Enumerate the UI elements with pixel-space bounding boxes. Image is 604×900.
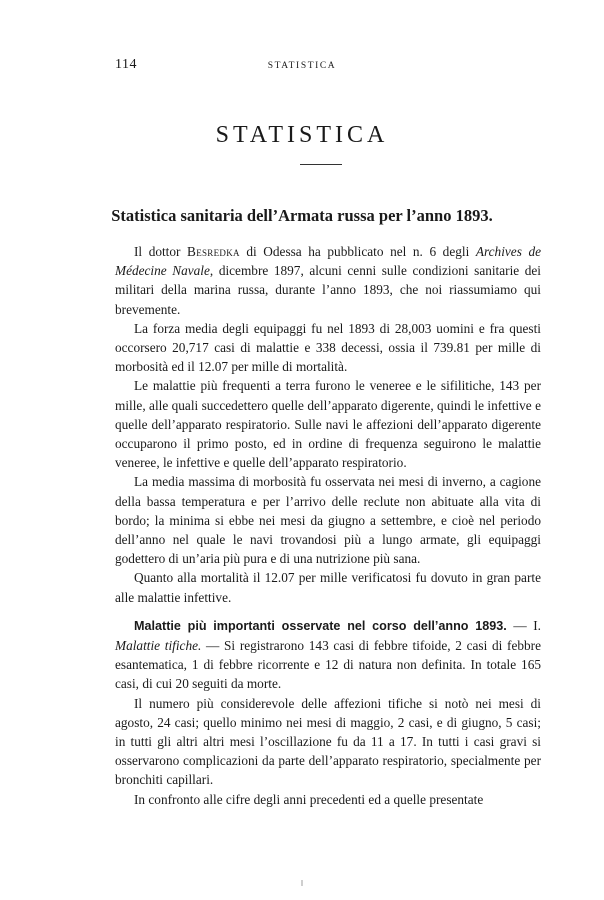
author-name: Besredka bbox=[187, 244, 240, 259]
paragraph bbox=[115, 616, 541, 694]
paragraph bbox=[115, 242, 541, 319]
paragraph-text: — I. bbox=[506, 617, 541, 633]
paragraph-text: — Si registrarono 143 casi di febbre tifoide, 2 casi di febbre esantematica, 1 di febbre ricorrente e 12 di natura non definita. In totale 165 casi, di cui 20 seguiti da morte. bbox=[115, 638, 541, 692]
paragraph-text: Il dottor bbox=[134, 244, 188, 259]
paragraph: In confronto alle cifre degli anni precedenti ed a quelle presentate bbox=[134, 791, 484, 807]
subsection-subtitle: Malattie tifiche. bbox=[115, 638, 202, 654]
paragraph-text: di Odessa ha pubblicato nel n. 6 degli bbox=[239, 244, 476, 259]
article-body bbox=[115, 242, 541, 809]
journal-title: Archives de Médecine Navale bbox=[115, 244, 541, 279]
section-title: STATISTICA bbox=[215, 122, 389, 148]
paragraph: Le malattie più frequenti a terra furono le veneree e le sifilitiche, 143 per mille, alle quali succedettero quelle dell’apparato digerente, quindi le infettive e quelle dell’apparato respiratorio. Sulle navi le affezioni dell’apparato digerente occuparono il primo posto, ed in ordine di frequenza seguirono le malattie veneree, le infettive e quelle dell’apparato respiratorio. bbox=[115, 378, 541, 471]
paragraph: La media massima di morbosità fu osservata nei mesi di inverno, a cagione della bassa temperatura e per l’arrivo delle reclute non abituate alla vita di bordo; la minima si ebbe nei mesi da giugno a settembre, e cioè nel periodo dell’anno nel quale le navi trovandosi più a lungo armate, gli equipaggi godettero di un’aria più pura e di una nutrizione più sana. bbox=[115, 474, 541, 567]
running-head: STATISTICA bbox=[267, 61, 337, 71]
paragraph: La forza media degli equipaggi fu nel 1893 di 28,003 uomini e fra questi occorsero 20,717 casi di malattie e 338 decessi, ossia il 739.81 per mille di morbosità ed il 12.07 per mille di mortalità. bbox=[115, 320, 541, 375]
page-number: 114 bbox=[115, 57, 137, 72]
paragraph: Il numero più considerevole delle affezioni tifiche si notò nei mesi di agosto, 24 casi; quello minimo nei mesi di maggio, 2 casi, e di giugno, 5 casi; in tutti gli altri altri mesi l’oscillazione fu da 11 a 17. In tutti i casi gravi si osservarono complicazioni da parte dell’apparato respiratorio, specialmente per bronchiti capillari. bbox=[115, 695, 541, 788]
title-divider bbox=[300, 164, 342, 165]
paragraph-text: , dicembre 1897, alcuni cenni sulle condizioni sanitarie dei militari della marina russa, durante l’anno 1893, che noi riassumiamo qui brevemente. bbox=[115, 263, 541, 317]
scan-mark bbox=[301, 880, 303, 886]
article-title: Statistica sanitaria dell’Armata russa per l’anno 1893. bbox=[111, 206, 493, 225]
subsection-heading: Malattie più importanti osservate nel corso dell’anno 1893. bbox=[134, 618, 507, 633]
paragraph: Quanto alla mortalità il 12.07 per mille verificatosi fu dovuto in gran parte alle malattie infettive. bbox=[115, 570, 541, 605]
